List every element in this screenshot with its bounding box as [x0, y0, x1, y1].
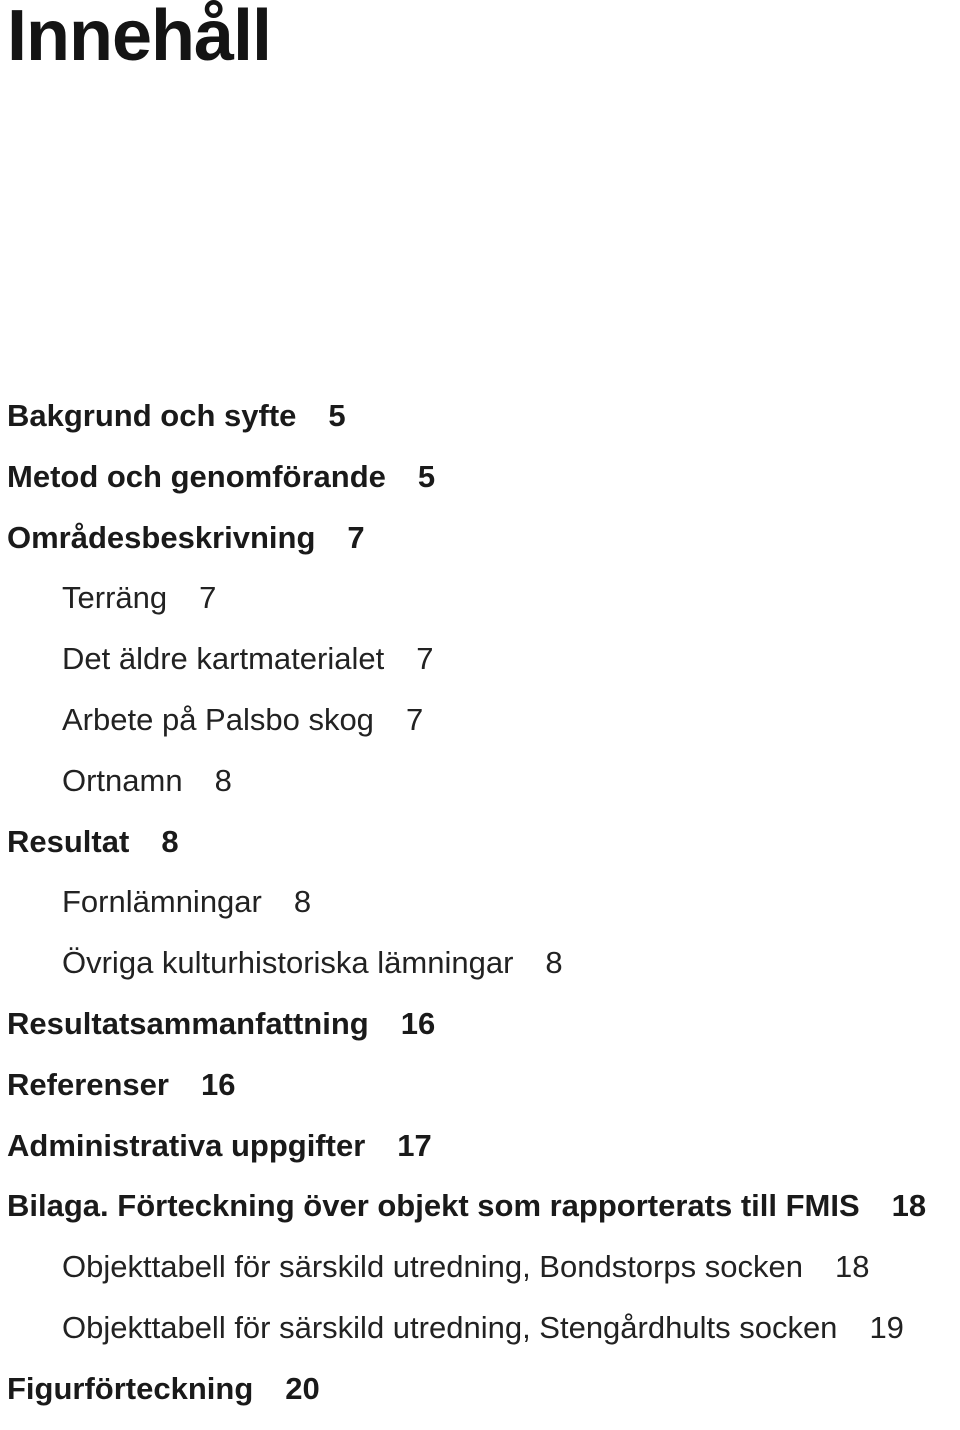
toc-entry-title: Det äldre kartmaterialet [62, 641, 385, 677]
toc-entry-page: 5 [417, 458, 436, 494]
toc-entry-administrativa-uppgifter[interactable] [0, 1126, 960, 1187]
toc-entry-page: 8 [214, 762, 232, 798]
toc-entry-omradesbeskrivning[interactable] [0, 518, 960, 579]
toc-entry-title: Objekttabell för särskild utredning, Bondstorps socken [62, 1249, 803, 1285]
page-title: Innehåll [7, 0, 272, 76]
toc-entry-page: 17 [397, 1127, 432, 1163]
toc-entry-title: Resultatsammanfattning [7, 1005, 369, 1041]
toc-subentry-objekttabell-stengardhult[interactable] [0, 1308, 960, 1369]
toc-entry-title: Områdesbeskrivning [7, 519, 316, 555]
toc-entry-page: 18 [834, 1249, 870, 1285]
toc-entry-title: Bakgrund och syfte [7, 398, 297, 433]
toc-entry-page: 19 [869, 1309, 904, 1345]
toc-subentry-objekttabell-bondstorp[interactable] [0, 1247, 960, 1308]
toc-entry-bakgrund-och-syfte[interactable] [0, 396, 960, 457]
toc-entry-referenser[interactable] [0, 1065, 960, 1126]
toc-entry-page: 7 [347, 519, 365, 555]
toc-entry-page: 5 [328, 398, 346, 433]
toc-entry-title: Resultat [7, 823, 130, 859]
toc-entry-page: 18 [891, 1188, 927, 1224]
toc-entry-page: 16 [400, 1005, 436, 1041]
toc-subentry-ortnamn[interactable] [0, 761, 960, 822]
toc-entry-title: Ortnamn [62, 762, 183, 798]
toc-entry-bilaga[interactable] [0, 1186, 960, 1247]
toc-subentry-ovriga-kulturhistoriska-lamningar[interactable] [0, 943, 960, 1004]
toc-entry-resultatsammanfattning[interactable] [0, 1004, 960, 1065]
toc-entry-page: 7 [199, 580, 217, 616]
toc-entry-title: Terräng [62, 580, 168, 616]
toc-entry-title: Metod och genomförande [7, 458, 386, 494]
toc-entry-title: Bilaga. Förteckning över objekt som rapporterats till FMIS [7, 1188, 860, 1224]
toc-entry-page: 8 [545, 945, 563, 981]
toc-subentry-det-aldre-kartmaterialet[interactable] [0, 639, 960, 700]
toc-entry-page: 7 [416, 641, 434, 677]
toc-entry-metod-och-genomforande[interactable] [0, 457, 960, 518]
toc-entry-page: 8 [161, 823, 179, 859]
toc-entry-title: Figurförteckning [7, 1370, 254, 1406]
toc-subentry-fornlamningar[interactable] [0, 882, 960, 943]
toc-entry-title: Övriga kulturhistoriska lämningar [62, 945, 514, 981]
toc-entry-page: 16 [200, 1066, 236, 1102]
toc-entry-page: 7 [405, 701, 424, 737]
toc-entry-page: 20 [285, 1370, 320, 1406]
toc-subentry-arbete-pa-palsbo-skog[interactable] [0, 700, 960, 761]
toc-entry-page: 8 [293, 884, 312, 920]
toc-entry-figurforteckning[interactable] [0, 1369, 960, 1430]
toc-entry-title: Fornlämningar [62, 884, 262, 920]
toc-entry-title: Referenser [7, 1066, 169, 1102]
table-of-contents [0, 396, 960, 1430]
toc-entry-resultat[interactable] [0, 822, 960, 883]
toc-entry-title: Objekttabell för särskild utredning, Stengårdhults socken [62, 1309, 838, 1345]
toc-entry-title: Administrativa uppgifter [7, 1127, 366, 1163]
toc-entry-title: Arbete på Palsbo skog [62, 701, 374, 737]
toc-subentry-terrang[interactable] [0, 578, 960, 639]
